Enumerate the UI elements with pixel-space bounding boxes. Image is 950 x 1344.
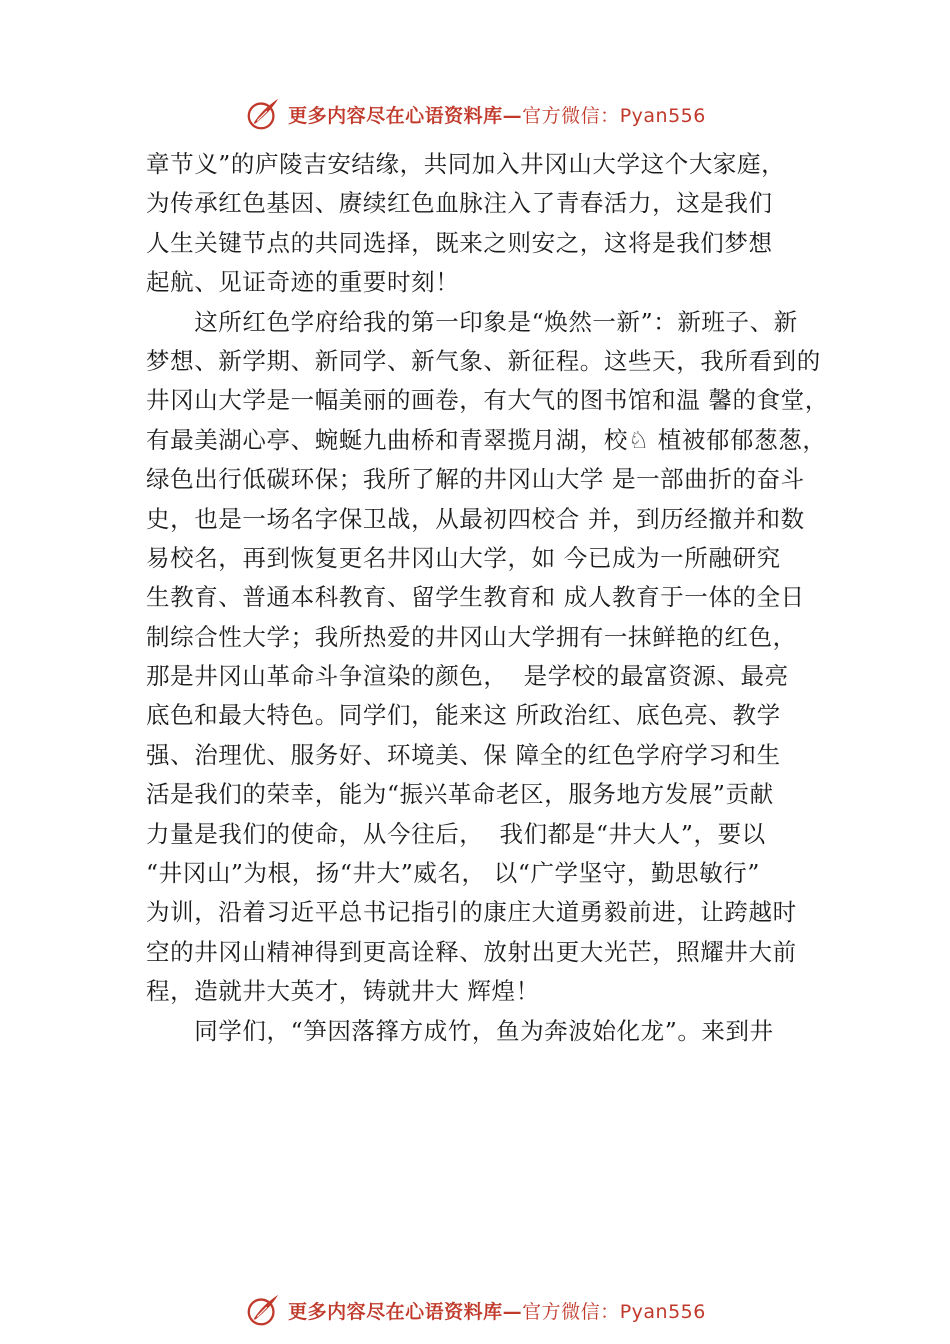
body-line: 为传承红色基因、赓续红色血脉注入了青春活力，这是我们 xyxy=(146,189,773,218)
header-wechat-label: 官方微信： xyxy=(522,104,620,127)
header-text xyxy=(288,101,706,128)
body-line: 空的井冈山精神得到更高诠释、放射出更大光芒，照耀井大前 xyxy=(146,937,797,966)
footer-wechat-id: Pyan556 xyxy=(619,1300,706,1323)
body-line: 为训，沿着习近平总书记指引的康庄大道勇毅前进，让跨越时 xyxy=(146,898,797,927)
body-line: “井冈山”为根，扬“井大”威名， 以“广学坚守，勤思敏行” xyxy=(146,859,760,888)
body-line: 力量是我们的使命，从今往后， 我们都是“井大人”，要以 xyxy=(146,819,766,848)
body-line: 起航、见证奇迹的重要时刻！ xyxy=(146,268,460,297)
footer-brand: 更多内容尽在心语资料库 xyxy=(288,1300,503,1323)
body-line: 活是我们的荣幸，能为“振兴革命老区，服务地方发展”贡献 xyxy=(146,780,774,809)
body-line: 制综合性大学；我所热爱的井冈山大学拥有一抹鲜艳的红色， xyxy=(146,622,797,651)
body-line: 易校名，再到恢复更名井冈山大学，如 今已成为一所融研究 xyxy=(146,543,781,572)
footer-wechat-label: 官方微信： xyxy=(522,1300,620,1323)
body-line: 这所红色学府给我的第一印象是“焕然一新”：新班子、新 xyxy=(146,307,798,336)
header-banner xyxy=(0,92,950,136)
document-body xyxy=(146,145,846,1051)
body-line: 史，也是一场名字保卫战，从最初四校合 并，到历经撤并和数 xyxy=(146,504,805,533)
body-line: 那是井冈山革命斗争渲染的颜色， 是学校的最富资源、最亮 xyxy=(146,662,789,691)
header-separator: — xyxy=(502,104,523,127)
footer-banner xyxy=(0,1288,950,1332)
footer-text xyxy=(288,1297,706,1324)
body-line: 强、治理优、服务好、环境美、保 障全的红色学府学习和生 xyxy=(146,740,781,769)
header-brand: 更多内容尽在心语资料库 xyxy=(288,104,503,127)
body-line: 生教育、普通本科教育、留学生教育和 成人教育于一体的全日 xyxy=(146,583,805,612)
footer-separator: — xyxy=(502,1300,523,1323)
body-line: 程，造就井大英才，铸就井大 辉煌！ xyxy=(146,977,540,1006)
body-line: 井冈山大学是一幅美丽的画卷，有大气的图书馆和温 馨的食堂， xyxy=(146,386,829,415)
body-line: 同学们，“笋因落箨方成竹，鱼为奔波始化龙”。来到井 xyxy=(146,1016,774,1045)
body-line: 人生关键节点的共同选择，既来之则安之，这将是我们梦想 xyxy=(146,228,773,257)
body-line: 底色和最大特色。同学们，能来这 所政治红、底色亮、教学 xyxy=(146,701,781,730)
body-line: 章节义”的庐陵吉安结缘，共同加入井冈山大学这个大家庭， xyxy=(146,150,786,178)
body-line: 有最美湖心亭、蜿蜒九曲桥和青翠揽月湖，校♘ 植被郁郁葱葱， xyxy=(146,425,827,454)
quill-pen-circle-icon xyxy=(244,1291,282,1329)
quill-pen-circle-icon xyxy=(244,95,282,133)
body-line: 绿色出行低碳环保；我所了解的井冈山大学 是一部曲折的奋斗 xyxy=(146,465,805,494)
body-line: 梦想、新学期、新同学、新气象、新征程。这些天，我所看到的 xyxy=(146,346,821,375)
header-wechat-id: Pyan556 xyxy=(619,104,706,127)
